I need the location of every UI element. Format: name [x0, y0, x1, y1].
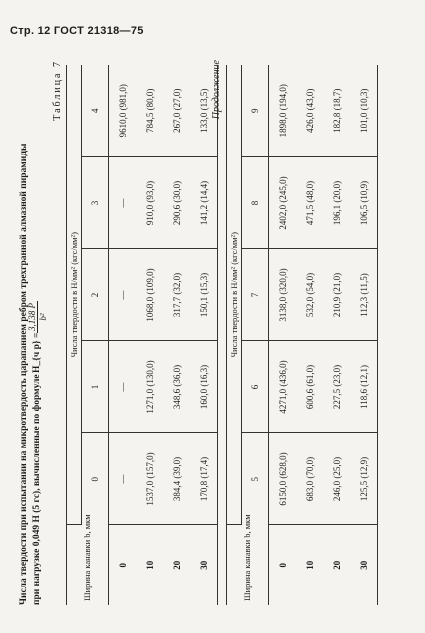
column-header: 1: [82, 341, 109, 433]
table-row: [350, 65, 378, 605]
table-cell: 471,5 (48,0): [296, 157, 323, 249]
hardness-table-part2: [226, 65, 378, 605]
groove-width-cell: 10: [304, 560, 315, 570]
table-cell: —: [109, 249, 137, 341]
table-cell: 4271,0 (436,0): [269, 341, 297, 433]
groove-width-cell: 30: [358, 560, 369, 570]
groove-width-cell: 0: [117, 563, 128, 568]
table-cell: 532,0 (54,0): [296, 249, 323, 341]
row-header-groove-width: Ширина канавки b, мкм: [227, 525, 269, 605]
table-cell: 1068,0 (109,0): [136, 249, 163, 341]
formula-lhs-text: H_{ч р} =: [32, 332, 42, 373]
table-row: [109, 65, 137, 605]
table-cell: —: [109, 157, 137, 249]
table-cell: 6150,0 (628,0): [269, 433, 297, 525]
table-cell: 2402,0 (245,0): [269, 157, 297, 249]
groove-width-cell: 20: [171, 560, 182, 570]
rotated-page-content: [18, 60, 408, 605]
table-cell: 267,0 (27,0): [163, 65, 190, 157]
groove-width-cell: 20: [331, 560, 342, 570]
table-row: [163, 65, 190, 605]
table-row: [296, 65, 323, 605]
table-cell: 290,6 (30,0): [163, 157, 190, 249]
table-row: [269, 65, 297, 605]
row-header-groove-width: Ширина канавки b, мкм: [67, 525, 109, 605]
table-cell: 317,7 (32,0): [163, 249, 190, 341]
continuation-label: Продолжение: [211, 60, 222, 120]
column-header: 7: [242, 249, 269, 341]
table-caption-line1: Числа твердости при испытании на микротвердость царапанием ребром трехгранной алмазной пирамиды: [19, 143, 29, 605]
table-cell: 106,5 (10,9): [350, 157, 378, 249]
table-cell: 150,1 (15,3): [190, 249, 218, 341]
table-cell: 9610,0 (981,0): [109, 65, 137, 157]
formula-numerator: 3,138 P: [27, 303, 37, 331]
table-cell: 196,1 (20,0): [323, 157, 350, 249]
table-cell: 160,0 (16,3): [190, 341, 218, 433]
table-number-label: Таблица 7: [52, 60, 63, 121]
table-cell: 101,0 (10,3): [350, 65, 378, 157]
table-cell: —: [109, 341, 137, 433]
table-cell: 246,0 (25,0): [323, 433, 350, 525]
groove-width-cell: 10: [144, 560, 155, 570]
table-cell: —: [109, 433, 137, 525]
table-cell: 170,8 (17,4): [190, 433, 218, 525]
groove-width-cell: 0: [277, 563, 288, 568]
table-cell: 1271,0 (130,0): [136, 341, 163, 433]
table-cell: 3138,0 (320,0): [269, 249, 297, 341]
column-header: 8: [242, 157, 269, 249]
table-cell: 1537,0 (157,0): [136, 433, 163, 525]
column-header: 0: [82, 433, 109, 525]
formula-lhs: [31, 333, 43, 373]
formula-fraction: [26, 301, 48, 333]
table-cell: 125,5 (12,9): [350, 433, 378, 525]
table-cell: 784,5 (80,0): [136, 65, 163, 157]
groove-width-cell: 30: [198, 560, 209, 570]
table-row: [136, 65, 163, 605]
table-row: [190, 65, 218, 605]
table-cell: 210,9 (21,0): [323, 249, 350, 341]
table-cell: 600,6 (61,0): [296, 341, 323, 433]
column-header: 6: [242, 341, 269, 433]
column-header: 3: [82, 157, 109, 249]
table-caption-line2: при нагрузке 0,049 Н (5 гс), вычисленные по формуле: [32, 374, 42, 605]
table-cell: 141,2 (14,4): [190, 157, 218, 249]
column-header: 5: [242, 433, 269, 525]
table-cell: 112,3 (11,5): [350, 249, 378, 341]
column-group-header: Числа твердости в Н/мм² (кгс/мм²): [227, 65, 242, 525]
table-cell: 683,0 (70,0): [296, 433, 323, 525]
table-cell: 227,5 (23,0): [323, 341, 350, 433]
column-header: 2: [82, 249, 109, 341]
table-cell: 182,8 (18,7): [323, 65, 350, 157]
table-cell: 384,4 (39,0): [163, 433, 190, 525]
table-cell: 910,0 (93,0): [136, 157, 163, 249]
hardness-table-part1: [66, 65, 218, 605]
formula-denominator: b²: [38, 313, 48, 321]
table-cell: 1898,0 (194,0): [269, 65, 297, 157]
column-group-header: Числа твердости в Н/мм² (кгс/мм²): [67, 65, 82, 525]
table-cell: 426,0 (43,0): [296, 65, 323, 157]
table-cell: 133,0 (13,5): [190, 65, 218, 157]
column-header: 4: [82, 65, 109, 157]
page-header: Стр. 12 ГОСТ 21318—75: [10, 25, 144, 37]
table-row: [323, 65, 350, 605]
table-cell: 118,6 (12,1): [350, 341, 378, 433]
column-header: 9: [242, 65, 269, 157]
table-cell: 348,6 (36,0): [163, 341, 190, 433]
